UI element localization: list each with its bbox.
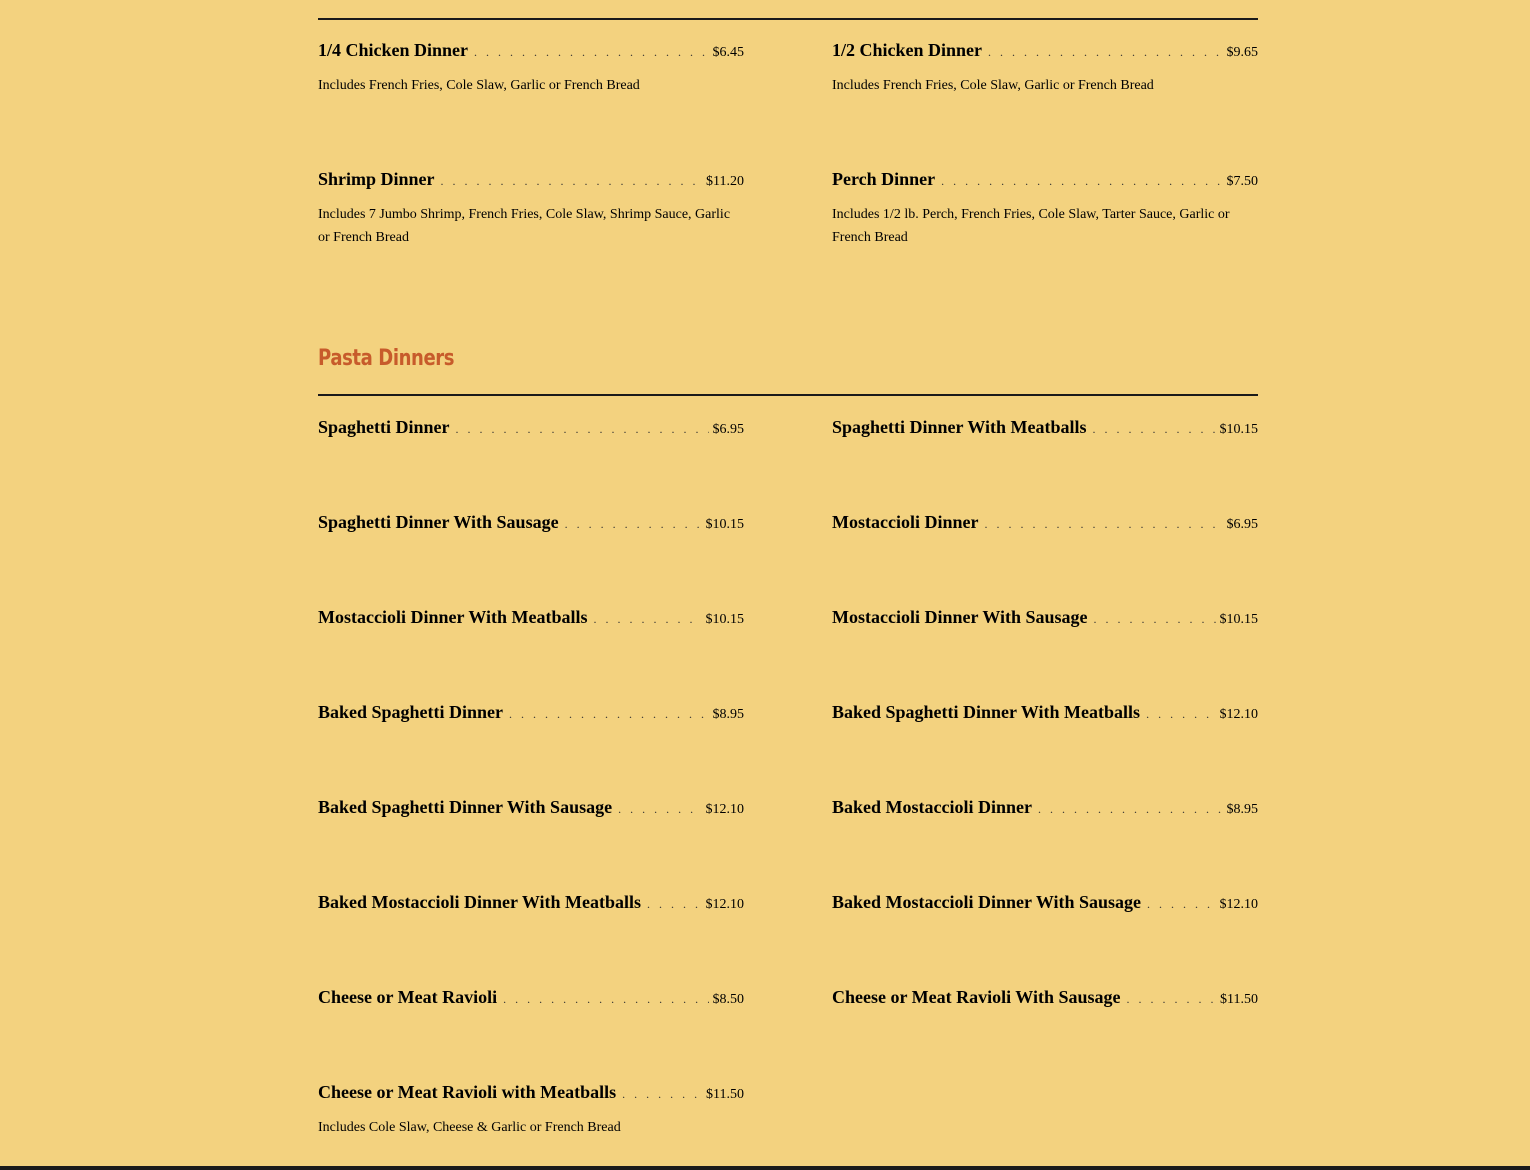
menu-item-price: $12.10: [1219, 707, 1258, 722]
menu-item-header: [832, 702, 1258, 728]
dot-leader: [1093, 423, 1216, 435]
menu-item-header: [318, 40, 744, 66]
dot-leader: [456, 423, 709, 435]
menu-item-price: $8.95: [712, 707, 744, 722]
menu-item-price: $12.10: [1219, 897, 1258, 912]
menu-item-name: Perch Dinner: [832, 169, 936, 189]
menu-item-price: $6.95: [1226, 517, 1258, 532]
section-title-pasta: Pasta Dinners: [318, 346, 455, 371]
menu-item-name: Baked Mostaccioli Dinner With Sausage: [832, 892, 1142, 912]
menu-item-name: Baked Mostaccioli Dinner: [832, 797, 1032, 817]
menu-item-ravioli-meatballs[interactable]: [318, 1082, 744, 1139]
menu-item-name: Baked Mostaccioli Dinner With Meatballs: [318, 892, 642, 912]
menu-item-description: Includes Cole Slaw, Cheese & Garlic or French Bread: [318, 1120, 621, 1135]
menu-item-price: $9.65: [1226, 45, 1258, 60]
menu-item-spaghetti-sausage[interactable]: [318, 512, 744, 538]
menu-item-price: $12.10: [705, 802, 744, 817]
menu-item-price: $10.15: [1219, 612, 1258, 627]
menu-item-header: [318, 702, 744, 728]
menu-item-header: [832, 797, 1258, 823]
menu-item-price: $8.95: [1226, 802, 1258, 817]
menu-item-perch-dinner[interactable]: [832, 169, 1258, 249]
dot-leader: [474, 46, 708, 58]
menu-item-name: Spaghetti Dinner With Sausage: [318, 512, 559, 532]
menu-item-price: $6.95: [712, 422, 744, 437]
menu-item-name: Baked Spaghetti Dinner With Sausage: [318, 797, 613, 817]
menu-item-baked-mostaccioli-sausage[interactable]: [832, 892, 1258, 918]
menu-item-price: $7.50: [1226, 174, 1258, 189]
menu-item-spaghetti-meatballs[interactable]: [832, 417, 1258, 443]
menu-item-baked-mostaccioli-meatballs[interactable]: [318, 892, 744, 918]
menu-item-header: [318, 607, 744, 633]
menu-item-price: $11.20: [706, 174, 744, 189]
section-divider-top: [318, 18, 1258, 20]
dot-leader: [618, 803, 701, 815]
menu-item-description: Includes 1/2 lb. Perch, French Fries, Cole Slaw, Tarter Sauce, Garlic or French Bread: [832, 207, 1230, 245]
dot-leader: [441, 175, 702, 187]
menu-item-header: [832, 892, 1258, 918]
menu-item-header: [318, 417, 744, 443]
menu-item-mostaccioli-meatballs[interactable]: [318, 607, 744, 633]
dot-leader: [509, 708, 708, 720]
menu-item-name: Cheese or Meat Ravioli with Meatballs: [318, 1082, 617, 1102]
menu-item-name: Mostaccioli Dinner With Meatballs: [318, 607, 588, 627]
dot-leader: [941, 175, 1222, 187]
menu-item-header: [832, 987, 1258, 1013]
dot-leader: [984, 518, 1222, 530]
dot-leader: [622, 1088, 702, 1100]
menu-item-header: [318, 169, 744, 195]
menu-item-mostaccioli-sausage[interactable]: [832, 607, 1258, 633]
menu-item-name: Spaghetti Dinner: [318, 417, 450, 437]
menu-item-name: Cheese or Meat Ravioli With Sausage: [832, 987, 1121, 1007]
menu-item-description: Includes 7 Jumbo Shrimp, French Fries, Cole Slaw, Shrimp Sauce, Garlic or French Bread: [318, 207, 731, 245]
menu-item-name: 1/4 Chicken Dinner: [318, 40, 469, 60]
menu-item-description: Includes French Fries, Cole Slaw, Garlic or French Bread: [832, 78, 1154, 93]
menu-item-name: Cheese or Meat Ravioli: [318, 987, 498, 1007]
footer-divider: [0, 1166, 1530, 1170]
menu-item-baked-spaghetti[interactable]: [318, 702, 744, 728]
dot-leader: [503, 993, 708, 1005]
menu-item-price: $8.50: [712, 992, 744, 1007]
menu-item-name: Spaghetti Dinner With Meatballs: [832, 417, 1087, 437]
menu-item-header: [318, 512, 744, 538]
dot-leader: [1146, 708, 1215, 720]
menu-item-price: $6.45: [712, 45, 744, 60]
menu-item-mostaccioli[interactable]: [832, 512, 1258, 538]
menu-item-name: Mostaccioli Dinner: [832, 512, 979, 532]
menu-item-header: [318, 797, 744, 823]
menu-item-name: Shrimp Dinner: [318, 169, 435, 189]
dot-leader: [988, 46, 1222, 58]
dot-leader: [1147, 898, 1215, 910]
dot-leader: [647, 898, 701, 910]
menu-item-price: $10.15: [705, 612, 744, 627]
menu-item-spaghetti[interactable]: [318, 417, 744, 443]
menu-item-price: $10.15: [1219, 422, 1258, 437]
dot-leader: [1094, 613, 1216, 625]
menu-item-header: [318, 892, 744, 918]
menu-item-name: 1/2 Chicken Dinner: [832, 40, 983, 60]
menu-item-shrimp-dinner[interactable]: [318, 169, 744, 249]
menu-item-quarter-chicken[interactable]: [318, 40, 744, 97]
menu-item-price: $11.50: [1220, 992, 1258, 1007]
menu-item-baked-spaghetti-sausage[interactable]: [318, 797, 744, 823]
menu-item-header: [832, 417, 1258, 443]
menu-item-baked-mostaccioli[interactable]: [832, 797, 1258, 823]
menu-item-name: Mostaccioli Dinner With Sausage: [832, 607, 1088, 627]
menu-item-header: [832, 512, 1258, 538]
menu-item-price: $12.10: [705, 897, 744, 912]
menu-item-header: [832, 40, 1258, 66]
menu-item-ravioli[interactable]: [318, 987, 744, 1013]
menu-item-name: Baked Spaghetti Dinner With Meatballs: [832, 702, 1141, 722]
dot-leader: [565, 518, 702, 530]
section-divider-pasta: [318, 394, 1258, 396]
menu-item-header: [318, 1082, 744, 1108]
menu-item-price: $11.50: [706, 1087, 744, 1102]
menu-item-header: [318, 987, 744, 1013]
menu-item-description: Includes French Fries, Cole Slaw, Garlic or French Bread: [318, 78, 640, 93]
dot-leader: [1127, 993, 1217, 1005]
dot-leader: [594, 613, 702, 625]
menu-item-baked-spaghetti-meatballs[interactable]: [832, 702, 1258, 728]
menu-item-header: [832, 169, 1258, 195]
menu-item-header: [832, 607, 1258, 633]
menu-item-half-chicken[interactable]: [832, 40, 1258, 97]
menu-item-ravioli-sausage[interactable]: [832, 987, 1258, 1013]
menu-item-price: $10.15: [705, 517, 744, 532]
dot-leader: [1038, 803, 1223, 815]
menu-item-name: Baked Spaghetti Dinner: [318, 702, 504, 722]
